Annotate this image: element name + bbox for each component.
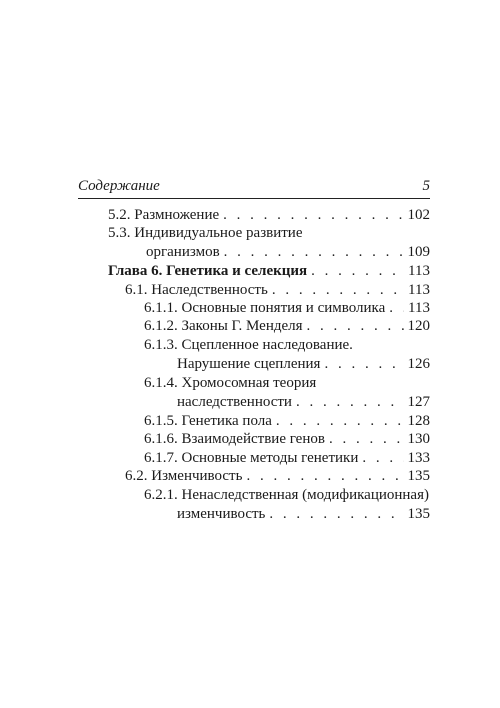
dot-leader — [329, 430, 404, 449]
dot-leader — [307, 317, 404, 336]
toc-entry[interactable] — [144, 449, 430, 468]
toc-entry-page: 113 — [408, 282, 430, 298]
toc-entry-page: 135 — [407, 506, 430, 522]
toc-entry-page: 120 — [407, 318, 430, 334]
toc-entry-page: 135 — [407, 468, 430, 484]
toc-entry-number: 6.1.4. — [144, 375, 178, 391]
toc-entry[interactable] — [125, 281, 430, 300]
dot-leader — [276, 412, 404, 431]
toc-entry-title: Генетика пола — [181, 413, 272, 429]
toc-entry-page: 126 — [407, 356, 430, 372]
toc-entry-number: 5.3. — [108, 225, 131, 241]
dot-leader — [362, 449, 403, 468]
toc-entry-title-continuation: изменчивость — [177, 506, 266, 522]
toc-entry-page: 102 — [407, 207, 430, 223]
toc-entry-title: Индивидуальное развитие — [134, 225, 303, 241]
toc-entry[interactable] — [108, 206, 430, 225]
toc-entry-page: 133 — [407, 450, 430, 466]
toc-entry-page: 113 — [408, 300, 430, 316]
toc-entry-page: 127 — [407, 394, 430, 410]
toc-entry-number: 6.1.1. — [144, 300, 178, 316]
toc-entry-title: Законы Г. Менделя — [181, 318, 303, 334]
toc-entry-title-continuation: организмов — [146, 244, 220, 260]
toc-entry-number: 6.1. — [125, 282, 148, 298]
toc-entry-title: Изменчивость — [151, 468, 243, 484]
dot-leader — [272, 281, 404, 300]
toc-entry-title-continuation: наследственности — [177, 394, 292, 410]
toc-entry-title: Размножение — [134, 207, 220, 223]
toc-entry-number: 6.2.1. — [144, 487, 178, 503]
toc-entry[interactable] — [144, 374, 430, 412]
toc-chapter-entry[interactable] — [108, 262, 430, 281]
header-page-number: 5 — [422, 178, 430, 194]
toc-entry-number: 6.1.5. — [144, 413, 178, 429]
toc-entry[interactable] — [125, 467, 430, 486]
toc-entry[interactable] — [108, 224, 430, 262]
toc-entry-title: Хромосомная теория — [181, 375, 317, 391]
toc-entry-title: Основные понятия и символика — [181, 300, 386, 316]
toc-entry[interactable] — [144, 299, 430, 318]
toc-entry-title: Сцепленное наследование. — [181, 337, 353, 353]
toc-entry[interactable] — [144, 430, 430, 449]
dot-leader — [324, 355, 403, 374]
toc-entry-number: 6.2. — [125, 468, 148, 484]
dot-leader — [296, 393, 404, 412]
toc-entry-page: 113 — [408, 263, 430, 279]
header-title: Содержание — [78, 178, 160, 194]
toc-entry-number: 6.1.3. — [144, 337, 178, 353]
toc-entry-number: 5.2. — [108, 207, 131, 223]
toc-entry-title: Наследственность — [151, 282, 268, 298]
toc-entry-title: Основные методы генетики — [181, 450, 359, 466]
toc-entry[interactable] — [144, 486, 430, 524]
toc-entry-number: 6.1.7. — [144, 450, 178, 466]
toc-entry[interactable] — [144, 336, 430, 374]
toc-entry-page: 130 — [407, 431, 430, 447]
toc-entry[interactable] — [144, 412, 430, 431]
toc-entry[interactable] — [144, 317, 430, 336]
toc-entry-page: 128 — [407, 413, 430, 429]
toc-entry-title: Ненаследственная (модификационная) — [181, 487, 429, 503]
toc-entry-title: Взаимодействие генов — [181, 431, 325, 447]
dot-leader — [223, 206, 403, 225]
toc-chapter-title: Глава 6. Генетика и селекция — [108, 263, 308, 279]
dot-leader — [389, 299, 404, 318]
dot-leader — [269, 505, 403, 524]
dot-leader — [311, 262, 404, 281]
toc-entry-title-continuation: Нарушение сцепления — [177, 356, 321, 372]
dot-leader — [224, 243, 404, 262]
dot-leader — [246, 467, 403, 486]
toc-entry-number: 6.1.2. — [144, 318, 178, 334]
toc-entry-number: 6.1.6. — [144, 431, 178, 447]
toc-entry-page: 109 — [407, 244, 430, 260]
